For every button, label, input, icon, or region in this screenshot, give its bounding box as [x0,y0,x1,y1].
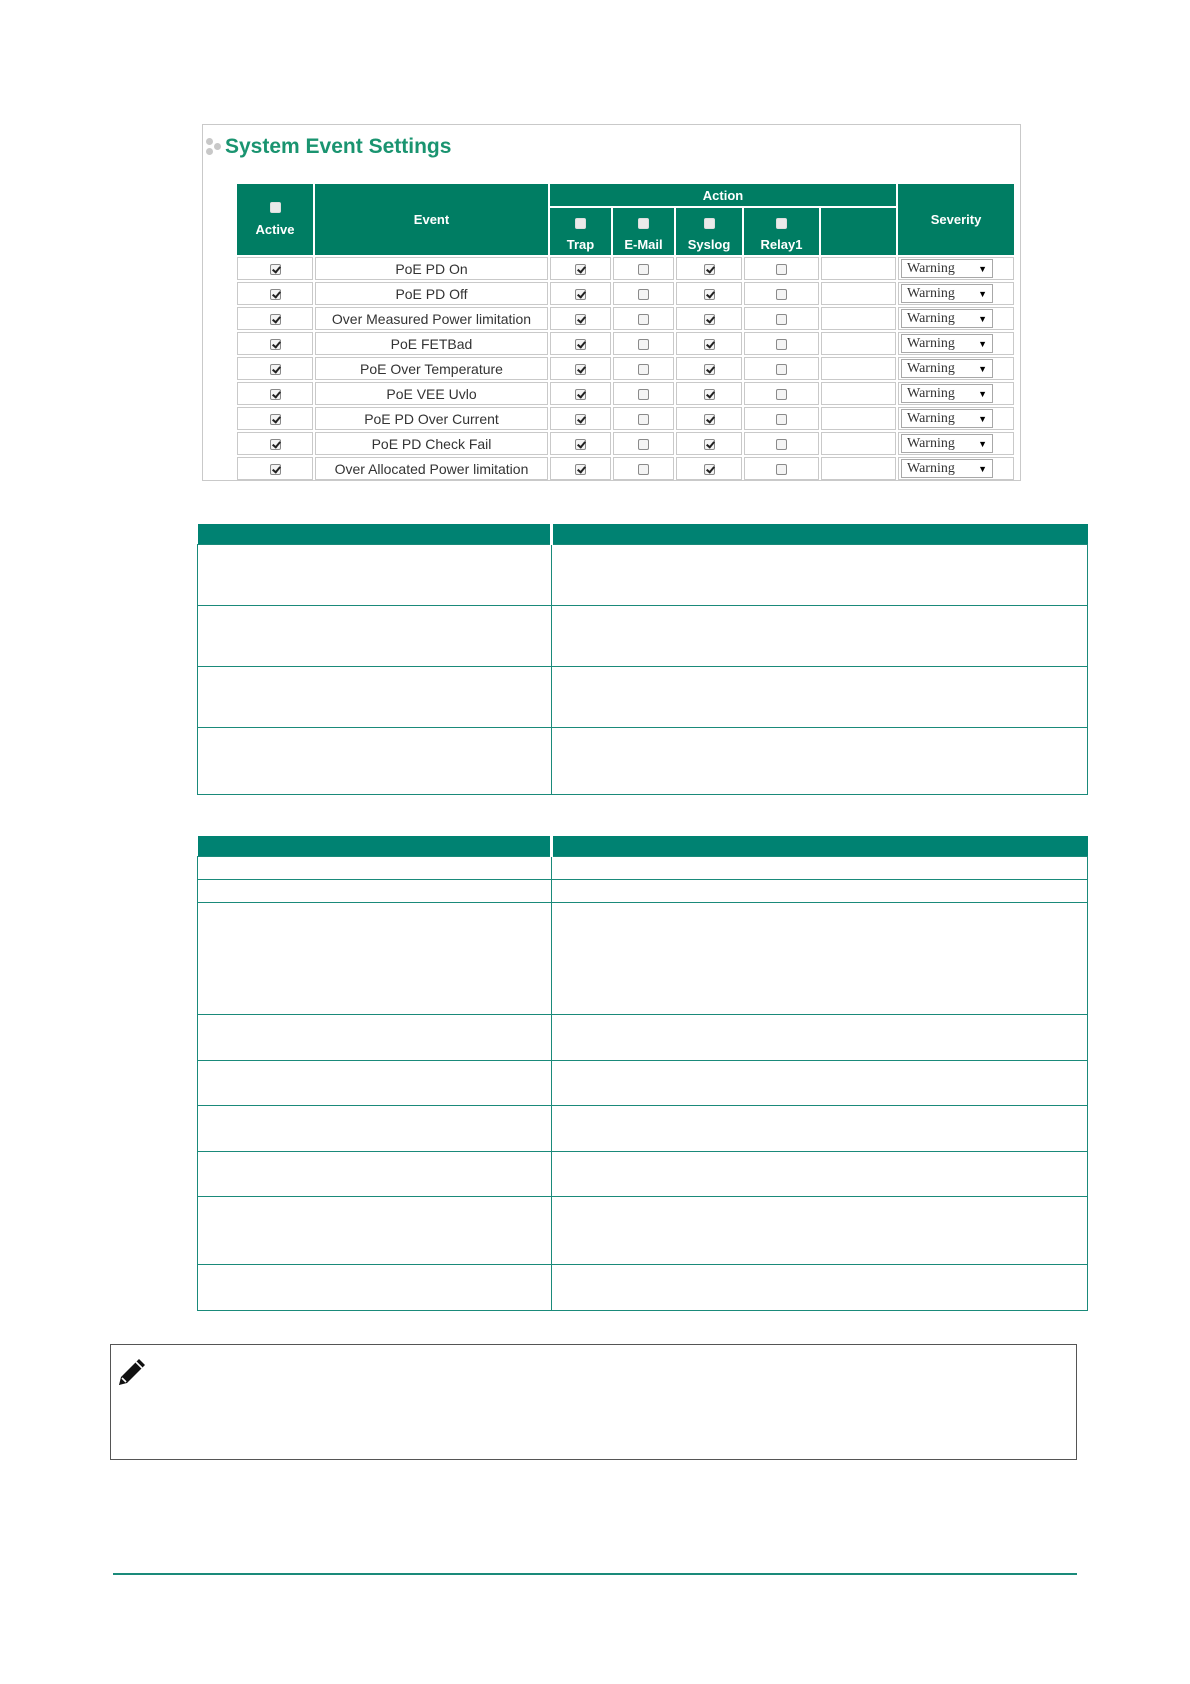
event-table [235,182,1016,482]
blank-cell [821,307,896,330]
table-row [198,1265,1088,1311]
dropdown-arrow-icon: ▼ [978,438,987,449]
header-syslog-label: Syslog [687,237,731,252]
dropdown-arrow-icon: ▼ [978,463,987,474]
blank-cell [821,382,896,405]
severity-dropdown[interactable] [901,259,993,278]
active-checkbox[interactable] [270,339,281,350]
header-active [237,184,313,255]
header-email-label: E-Mail [624,237,663,252]
header-email [613,208,674,255]
header-action: Action [550,184,896,206]
active-checkbox[interactable] [270,414,281,425]
dropdown-arrow-icon: ▼ [978,313,987,324]
blank-cell [821,432,896,455]
relay1-checkbox[interactable] [776,364,787,375]
severity-value: Warning [907,285,955,301]
email-checkbox[interactable] [638,364,649,375]
event-name: PoE Over Temperature [315,357,548,380]
doc-table-2-header-col2 [551,836,1088,857]
event-name: PoE VEE Uvlo [315,382,548,405]
relay1-checkbox[interactable] [776,439,787,450]
table-row [198,728,1088,795]
dropdown-arrow-icon: ▼ [978,338,987,349]
syslog-checkbox[interactable] [704,364,715,375]
syslog-checkbox[interactable] [704,389,715,400]
header-severity: Severity [898,184,1014,255]
note-box [110,1344,1077,1460]
trap-checkbox[interactable] [575,439,586,450]
syslog-checkbox[interactable] [704,414,715,425]
relay1-checkbox[interactable] [776,289,787,300]
table-row [237,382,1014,405]
severity-value: Warning [907,260,955,276]
syslog-checkbox[interactable] [704,314,715,325]
event-name: Over Allocated Power limitation [315,457,548,480]
email-checkbox[interactable] [638,339,649,350]
severity-dropdown[interactable] [901,459,993,478]
syslog-checkbox[interactable] [704,464,715,475]
blank-cell [821,332,896,355]
severity-value: Warning [907,310,955,326]
table-row [237,432,1014,455]
severity-value: Warning [907,460,955,476]
trap-checkbox[interactable] [575,314,586,325]
event-name: PoE PD Check Fail [315,432,548,455]
email-all-checkbox[interactable] [638,218,649,229]
active-checkbox[interactable] [270,439,281,450]
event-name: PoE FETBad [315,332,548,355]
table-row [237,457,1014,480]
blank-cell [821,282,896,305]
table-row [198,667,1088,728]
header-syslog [676,208,742,255]
blank-cell [821,257,896,280]
dropdown-arrow-icon: ▼ [978,288,987,299]
trap-checkbox[interactable] [575,389,586,400]
severity-value: Warning [907,335,955,351]
header-relay1 [744,208,819,255]
active-checkbox[interactable] [270,314,281,325]
table-row [237,332,1014,355]
email-checkbox[interactable] [638,289,649,300]
table-row [237,282,1014,305]
doc-table-1 [197,524,1088,795]
syslog-checkbox[interactable] [704,264,715,275]
header-blank [821,208,896,255]
table-row [237,407,1014,430]
table-row [198,1061,1088,1106]
active-checkbox[interactable] [270,464,281,475]
email-checkbox[interactable] [638,414,649,425]
active-all-checkbox[interactable] [270,202,281,213]
relay1-checkbox[interactable] [776,264,787,275]
table-row [237,307,1014,330]
title-dots-icon [205,136,225,158]
severity-dropdown[interactable] [901,284,993,303]
table-row [198,1106,1088,1152]
relay1-checkbox[interactable] [776,464,787,475]
email-checkbox[interactable] [638,464,649,475]
blank-cell [821,357,896,380]
email-checkbox[interactable] [638,389,649,400]
trap-checkbox[interactable] [575,264,586,275]
doc-table-1-header-col2 [551,524,1088,545]
event-name: PoE PD Over Current [315,407,548,430]
trap-checkbox[interactable] [575,339,586,350]
active-checkbox[interactable] [270,264,281,275]
table-row [237,257,1014,280]
footer-divider [113,1573,1077,1575]
email-checkbox[interactable] [638,439,649,450]
panel-title [205,135,451,159]
header-active-label: Active [255,222,295,237]
trap-checkbox[interactable] [575,364,586,375]
header-event: Event [315,184,548,255]
pencil-icon [115,1355,149,1389]
syslog-checkbox[interactable] [704,289,715,300]
event-name: PoE PD Off [315,282,548,305]
syslog-checkbox[interactable] [704,439,715,450]
blank-cell [821,457,896,480]
table-row [237,357,1014,380]
relay1-checkbox[interactable] [776,414,787,425]
syslog-checkbox[interactable] [704,339,715,350]
page-title: System Event Settings [225,135,452,158]
dropdown-arrow-icon: ▼ [978,263,987,274]
table-row [198,857,1088,880]
severity-dropdown[interactable] [901,434,993,453]
dropdown-arrow-icon: ▼ [978,363,987,374]
severity-dropdown[interactable] [901,309,993,328]
header-relay1-label: Relay1 [760,237,803,252]
table-row [198,545,1088,606]
doc-table-1-header-col1 [198,524,552,545]
severity-dropdown[interactable] [901,334,993,353]
syslog-all-checkbox[interactable] [704,218,715,229]
relay1-checkbox[interactable] [776,389,787,400]
severity-value: Warning [907,435,955,451]
system-event-settings-panel [202,124,1021,481]
header-trap-label: Trap [566,237,595,252]
severity-value: Warning [907,410,955,426]
trap-all-checkbox[interactable] [575,218,586,229]
blank-cell [821,407,896,430]
trap-checkbox[interactable] [575,289,586,300]
trap-checkbox[interactable] [575,414,586,425]
active-checkbox[interactable] [270,289,281,300]
doc-table-2 [197,836,1088,1311]
relay1-all-checkbox[interactable] [776,218,787,229]
dropdown-arrow-icon: ▼ [978,388,987,399]
table-row [198,880,1088,903]
event-name: Over Measured Power limitation [315,307,548,330]
severity-dropdown[interactable] [901,384,993,403]
active-checkbox[interactable] [270,389,281,400]
dropdown-arrow-icon: ▼ [978,413,987,424]
trap-checkbox[interactable] [575,464,586,475]
table-row [198,1015,1088,1061]
severity-dropdown[interactable] [901,359,993,378]
event-name: PoE PD On [315,257,548,280]
severity-dropdown[interactable] [901,409,993,428]
header-trap [550,208,611,255]
table-row [198,1152,1088,1197]
relay1-checkbox[interactable] [776,339,787,350]
email-checkbox[interactable] [638,314,649,325]
relay1-checkbox[interactable] [776,314,787,325]
doc-table-2-header-col1 [198,836,552,857]
table-row [198,606,1088,667]
table-row [198,1197,1088,1265]
severity-value: Warning [907,360,955,376]
active-checkbox[interactable] [270,364,281,375]
table-row [198,903,1088,1015]
severity-value: Warning [907,385,955,401]
email-checkbox[interactable] [638,264,649,275]
